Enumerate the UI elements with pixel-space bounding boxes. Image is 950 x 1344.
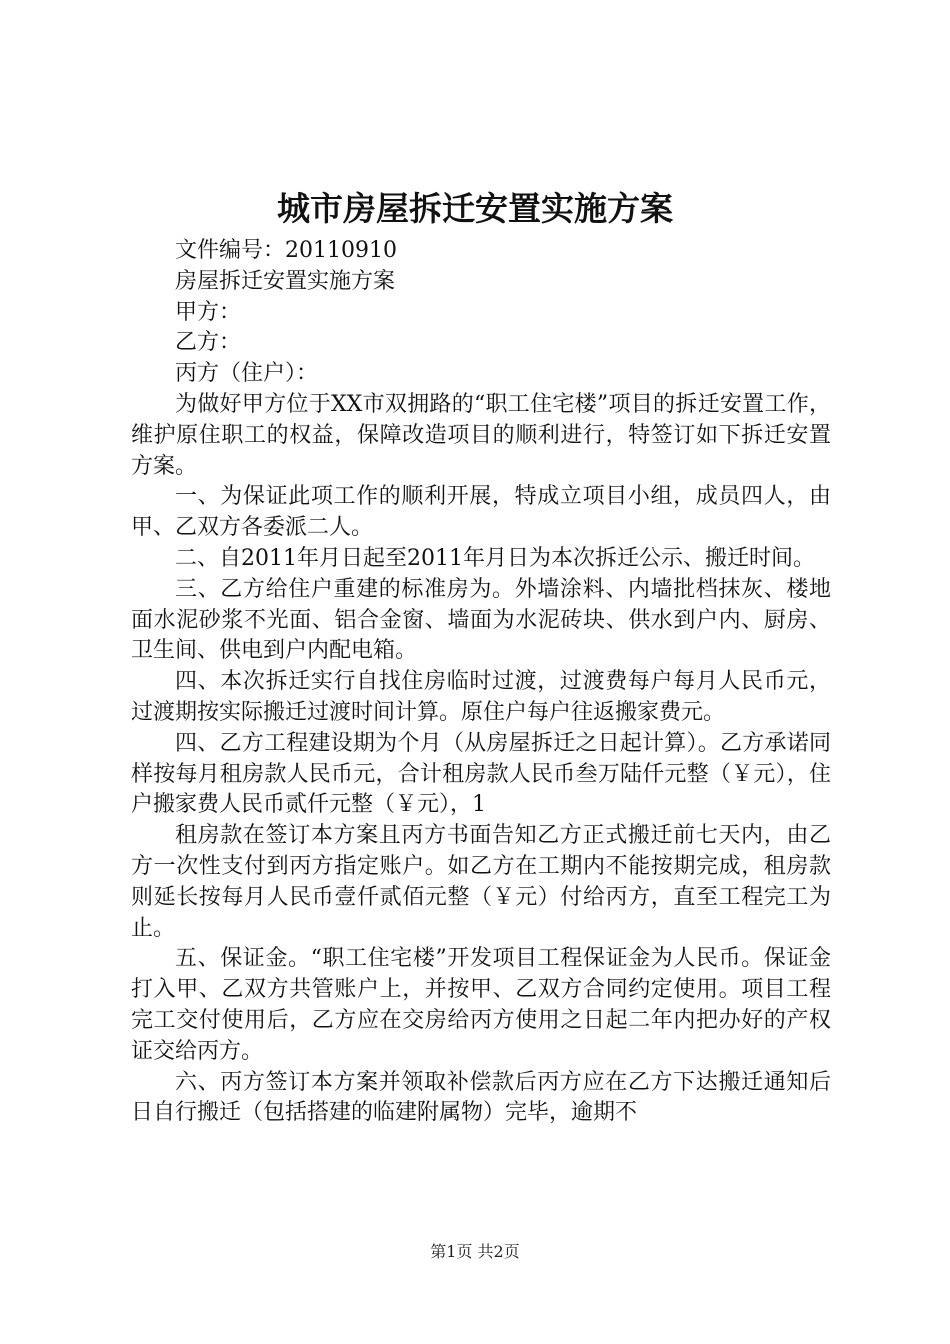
preamble-paragraph: 为做好甲方位于XX市双拥路的“职工住宅楼”项目的拆迁安置工作，维护原住职工的权益，保障改造项目的顺利进行，特签订如下拆迁安置方案。 (131, 391, 831, 479)
page-footer: 第1页 共2页 (430, 1242, 520, 1261)
party-a-line: 甲方： (175, 299, 242, 325)
party-b-line: 乙方： (175, 330, 242, 356)
document-title: 城市房屋拆迁安置实施方案 (277, 189, 673, 228)
party-c-line: 丙方（住户）： (175, 361, 319, 387)
clause-4-paragraph: 四、本次拆迁实行自找住房临时过渡，过渡费每户每月人民币元，过渡期按实际搬迁过渡时间计算。原住户每户往返搬家费元。 (131, 669, 831, 725)
clause-2-paragraph: 二、自2011年月日起至2011年月日为本次拆迁公示、搬迁时间。 (175, 545, 815, 571)
document-number-line: 文件编号：20110910 (175, 238, 397, 263)
clause-6-paragraph: 六、丙方签订本方案并领取补偿款后丙方应在乙方下达搬迁通知后日自行搬迁（包括搭建的临建附属物）完毕，逾期不 (131, 1069, 831, 1126)
clause-1-paragraph: 一、为保证此项工作的顺利开展，特成立项目小组，成员四人，由甲、乙双方各委派二人。 (131, 484, 831, 541)
rent-payment-paragraph: 租房款在签订本方案且丙方书面告知乙方正式搬迁前七天内，由乙方一次性支付到丙方指定账户。如乙方在工期内不能按期完成，租房款则延长按每月人民币壹仟贰佰元整（￥元）付给丙方，直至工程完工为止。 (131, 823, 831, 941)
document-body (131, 236, 831, 1129)
clause-4b-paragraph: 四、乙方工程建设期为个月（从房屋拆迁之日起计算）。乙方承诺同样按每月租房款人民币元，合计租房款人民币叁万陆仟元整（￥元），住户搬家费人民币贰仟元整（￥元），1 (131, 730, 831, 818)
clause-3-paragraph: 三、乙方给住户重建的标准房为。外墙涂料、内墙批档抹灰、楼地面水泥砂浆不光面、铝合金窗、墙面为水泥砖块、供水到户内、厨房、卫生间、供电到户内配电箱。 (131, 576, 831, 664)
clause-5-paragraph: 五、保证金。“职工住宅楼”开发项目工程保证金为人民币。保证金打入甲、乙双方共管账户上，并按甲、乙双方合同约定使用。项目工程完工交付使用后，乙方应在交房给丙方使用之日起二年内把办好的产权证交给丙方。 (131, 946, 831, 1064)
document-subtitle-line: 房屋拆迁安置实施方案 (175, 268, 396, 294)
